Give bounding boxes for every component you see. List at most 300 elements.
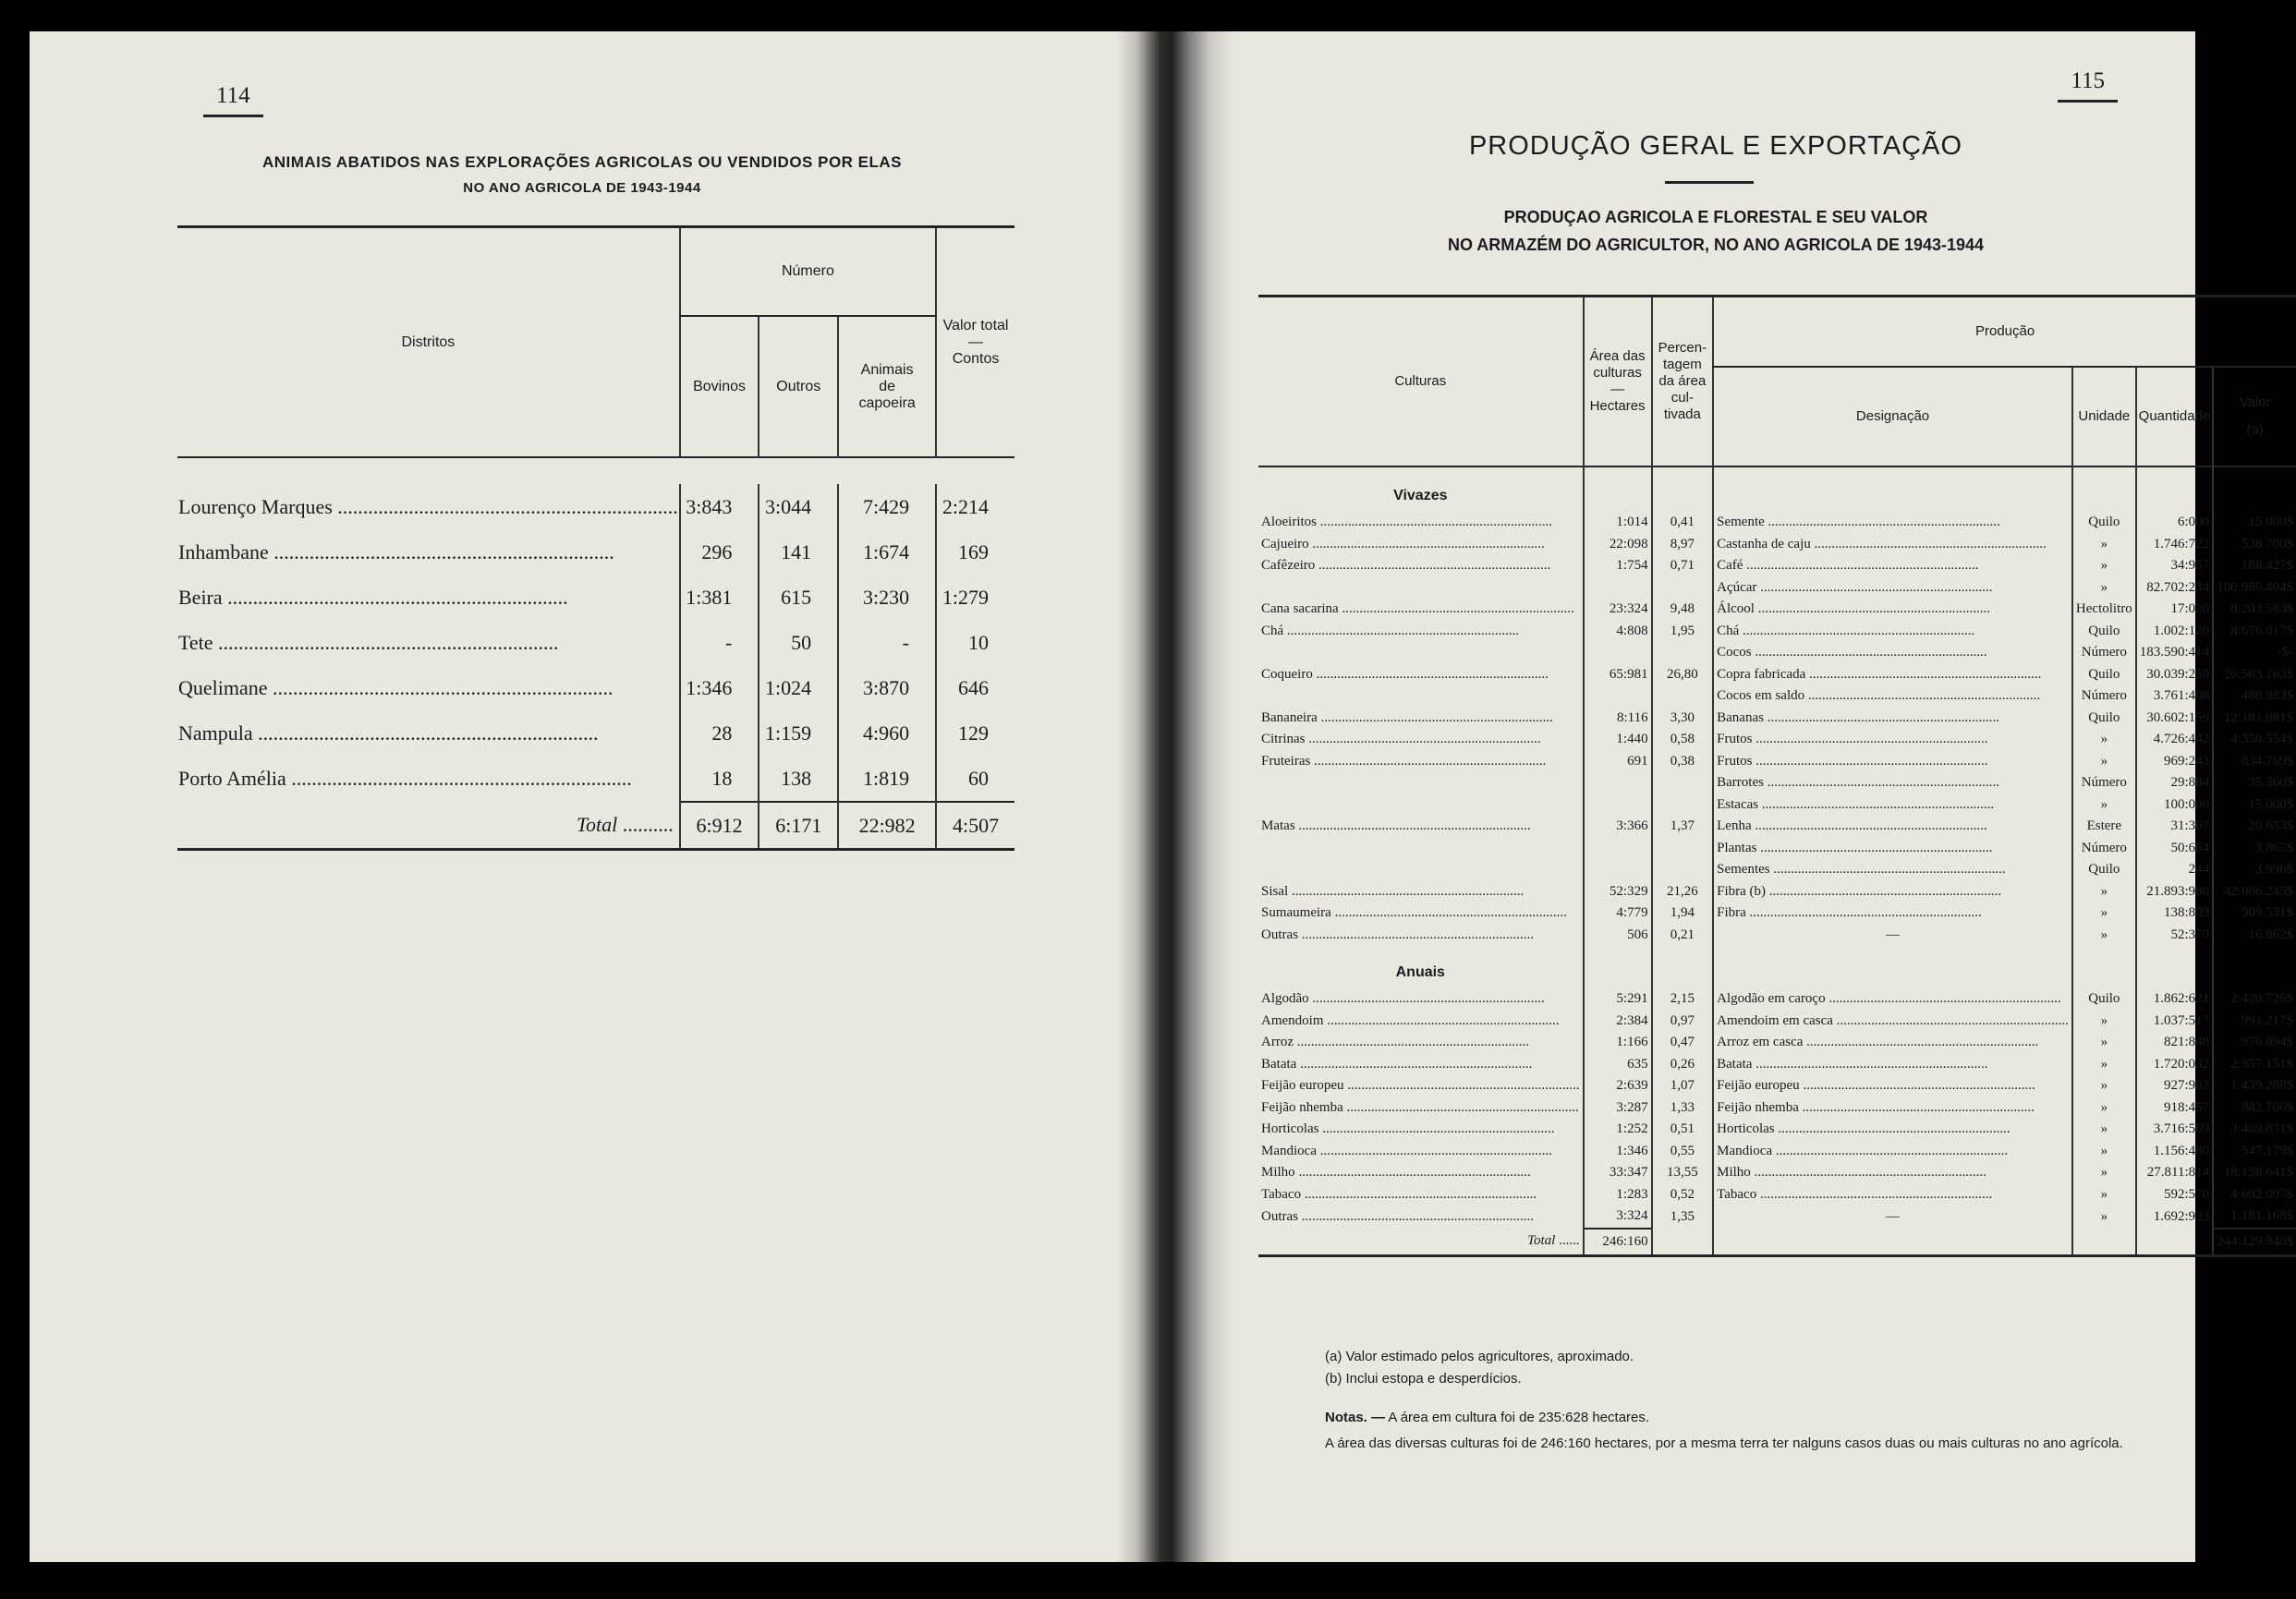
animals-total-row: Total .......... 6:912 6:171 22:982 4:507 (177, 802, 1014, 850)
cultura-cell: Matas (1261, 818, 1295, 834)
perc-cell: 0,55 (1652, 1141, 1714, 1163)
left-page-number: 114 (203, 83, 263, 117)
right-subtitle-line1: PRODUÇAO AGRICOLA E FLORESTAL E SEU VALOR (1503, 208, 1928, 226)
unidade-cell: Quilo (2072, 708, 2136, 730)
header-contos: Contos (952, 350, 1000, 367)
quantidade-cell: 3.716:569 (2136, 1119, 2213, 1141)
perc-cell (1652, 685, 1714, 708)
cultura-cell: Cajueiro (1261, 536, 1309, 551)
district-name: Beira (178, 585, 223, 609)
valor-cell: 646 (936, 665, 1014, 710)
area-cell: 23:324 (1584, 599, 1652, 621)
designacao-cell: Café (1717, 558, 1743, 574)
area-cell: 2:384 (1584, 1011, 1652, 1033)
area-cell: 3:287 (1584, 1097, 1652, 1120)
capoeira-cell: 1:674 (838, 529, 936, 575)
cultura-cell (1258, 577, 1584, 600)
designacao-cell: Mandioca (1717, 1143, 1773, 1158)
unidade-cell: » (2072, 577, 2136, 600)
unidade-cell: » (2072, 751, 2136, 773)
unidade-cell: Número (2072, 772, 2136, 794)
header-unidade: Unidade (2072, 367, 2136, 466)
animals-table (177, 225, 1014, 851)
valor-cell: 35.360$ (2213, 772, 2296, 794)
designacao-cell: Batata (1717, 1056, 1753, 1072)
valor-cell: 2:214 (936, 484, 1014, 529)
district-name: Quelimane (178, 675, 268, 699)
designacao-cell: Castanha de caju (1717, 536, 1811, 551)
designacao-cell: Semente (1717, 515, 1765, 530)
production-row (1258, 685, 2296, 708)
cultura-cell: Cafêzeiro (1261, 558, 1316, 574)
valor-cell: 1:279 (936, 575, 1014, 620)
outros-cell: 3:044 (759, 484, 838, 529)
perc-cell (1652, 772, 1714, 794)
cultura-cell: Batata (1261, 1056, 1297, 1072)
quantidade-cell: 927:902 (2136, 1075, 2213, 1097)
capoeira-cell: 3:870 (838, 665, 936, 710)
valor-cell: 10 (936, 620, 1014, 665)
designacao-cell: Milho (1717, 1165, 1751, 1181)
left-page (148, 31, 1026, 1562)
cultura-cell: Algodão (1261, 991, 1309, 1007)
unidade-cell: » (2072, 1075, 2136, 1097)
designacao-cell: Horticolas (1717, 1121, 1775, 1137)
capoeira-cell: 1:819 (838, 756, 936, 802)
unidade-cell: » (2072, 1097, 2136, 1120)
area-cell (1584, 794, 1652, 817)
perc-cell: 1,07 (1652, 1075, 1714, 1097)
valor-cell: 8:203.583$ (2213, 599, 2296, 621)
unidade-cell: Quilo (2072, 512, 2136, 534)
right-main-title: PRODUÇÃO GERAL E EXPORTAÇÃO (1468, 131, 1963, 161)
header-valor-total (936, 227, 1014, 458)
quantidade-cell: 3.761:408 (2136, 685, 2213, 708)
total-bovinos: 6:912 (680, 802, 759, 850)
bovinos-cell: - (680, 620, 759, 665)
cultura-cell: Horticolas (1261, 1121, 1319, 1137)
quantidade-cell: 969:243 (2136, 751, 2213, 773)
valor-cell: 20.633$ (2213, 816, 2296, 838)
header-percentagem: Percen-tagem da área cul-tivada (1652, 297, 1714, 467)
area-cell: 691 (1584, 751, 1652, 773)
valor-cell: 188.427$ (2213, 555, 2296, 577)
section-anuais: Anuais (1395, 964, 1445, 980)
area-cell: 3:324 (1584, 1205, 1652, 1229)
cultura-cell (1258, 772, 1584, 794)
production-row (1258, 881, 2296, 903)
area-cell: 1:346 (1584, 1141, 1652, 1163)
area-cell: 1:252 (1584, 1119, 1652, 1141)
perc-cell (1652, 794, 1714, 817)
capoeira-cell: - (838, 620, 936, 665)
unidade-cell: Número (2072, 838, 2136, 860)
production-row (1258, 642, 2296, 664)
quantidade-cell: 100:000 (2136, 794, 2213, 817)
quantidade-cell: 27.811:814 (2136, 1162, 2213, 1184)
quantidade-cell: 1.037:517 (2136, 1011, 2213, 1033)
district-name: Lourenço Marques (178, 494, 333, 518)
production-row (1258, 838, 2296, 860)
unidade-cell: » (2072, 1054, 2136, 1076)
cultura-cell: Sisal (1261, 883, 1289, 899)
cultura-cell (1258, 642, 1584, 664)
cultura-cell: Chá (1261, 623, 1284, 638)
district-name: Inhambane (178, 539, 269, 563)
capoeira-cell: 7:429 (838, 484, 936, 529)
designacao-cell: Feijão nhemba (1717, 1099, 1799, 1115)
production-row (1258, 1011, 2296, 1033)
prod-total-label: Total (1527, 1233, 1556, 1248)
valor-cell: 3.867$ (2213, 838, 2296, 860)
right-subtitle-line2: NO ARMAZÉM DO AGRICULTOR, NO ANO AGRICOLA DE 1943-1944 (1447, 236, 1985, 254)
valor-cell: 15.000$ (2213, 512, 2296, 534)
designacao-cell: Copra fabricada (1717, 666, 1806, 682)
notas-text2: A área das diversas culturas foi de 246:160 hectares, por a mesma terra ter nalguns casos duas ou mais culturas no ano agrícola. (1325, 1435, 2123, 1451)
area-cell (1584, 577, 1652, 600)
outros-cell: 1:024 (759, 665, 838, 710)
perc-cell: 0,47 (1652, 1032, 1714, 1054)
quantidade-cell: 30.039:259 (2136, 664, 2213, 686)
animals-table-body (177, 457, 1014, 802)
unidade-cell: » (2072, 1205, 2136, 1229)
cultura-cell: Amendoim (1261, 1012, 1324, 1028)
quantidade-cell: 4.726:442 (2136, 729, 2213, 751)
perc-cell: 1,37 (1652, 816, 1714, 838)
area-cell: 1:754 (1584, 555, 1652, 577)
valor-cell: 26:563.163$ (2213, 664, 2296, 686)
right-subtitle (1258, 203, 2173, 259)
valor-cell: 2:420.726$ (2213, 988, 2296, 1011)
animals-table-row (177, 710, 1014, 756)
perc-cell: 9,48 (1652, 599, 1714, 621)
area-cell: 2:639 (1584, 1075, 1652, 1097)
cultura-cell (1258, 838, 1584, 860)
valor-cell: 834.769$ (2213, 751, 2296, 773)
header-valor-total-label: Valor total (942, 317, 1009, 333)
quantidade-cell: 138:809 (2136, 902, 2213, 925)
unidade-cell: » (2072, 1032, 2136, 1054)
area-cell (1584, 838, 1652, 860)
area-cell: 1:440 (1584, 729, 1652, 751)
unidade-cell: » (2072, 729, 2136, 751)
header-area: Área das culturas — Hectares (1584, 297, 1652, 467)
outros-cell: 1:159 (759, 710, 838, 756)
perc-cell: 2,15 (1652, 988, 1714, 1011)
total-capoeira: 22:982 (838, 802, 936, 850)
valor-cell: 976.894$ (2213, 1032, 2296, 1054)
valor-cell: 3.996$ (2213, 859, 2296, 881)
valor-cell: 882.706$ (2213, 1097, 2296, 1120)
cultura-cell: Outras (1261, 927, 1298, 942)
quantidade-cell: 6:000 (2136, 512, 2213, 534)
perc-cell: 8,97 (1652, 534, 1714, 556)
production-row (1258, 1162, 2296, 1184)
quantidade-cell: 17:020 (2136, 599, 2213, 621)
quantidade-cell: 31:367 (2136, 816, 2213, 838)
quantidade-cell: 1.002:120 (2136, 621, 2213, 643)
production-row (1258, 555, 2296, 577)
header-valor-dash: — (968, 333, 984, 350)
perc-cell: 0,52 (1652, 1184, 1714, 1206)
perc-cell (1652, 642, 1714, 664)
header-valor (2213, 367, 2296, 466)
area-cell: 506 (1584, 925, 1652, 947)
perc-cell (1652, 577, 1714, 600)
unidade-cell: » (2072, 1141, 2136, 1163)
perc-cell: 0,71 (1652, 555, 1714, 577)
bovinos-cell: 28 (680, 710, 759, 756)
perc-cell: 3,30 (1652, 708, 1714, 730)
production-row (1258, 988, 2296, 1011)
perc-cell: 1,94 (1652, 902, 1714, 925)
perc-cell: 1,35 (1652, 1205, 1714, 1229)
area-cell: 65:981 (1584, 664, 1652, 686)
cultura-cell: Citrinas (1261, 732, 1306, 747)
valor-cell: 909.531$ (2213, 902, 2296, 925)
quantidade-cell: 592:570 (2136, 1184, 2213, 1206)
valor-cell: 1:439.288$ (2213, 1075, 2296, 1097)
animals-table-row (177, 620, 1014, 665)
designacao-cell: Fibra (b) (1717, 883, 1767, 899)
perc-cell: 26,80 (1652, 664, 1714, 686)
unidade-cell: Número (2072, 642, 2136, 664)
left-page-title (166, 150, 998, 201)
district-name: Nampula (178, 721, 253, 745)
capoeira-cell: 3:230 (838, 575, 936, 620)
valor-cell: 100:980.404$ (2213, 577, 2296, 600)
header-outros: Outros (759, 316, 838, 457)
header-animais-capoeira: Animais de capoeira (838, 316, 936, 457)
designacao-cell: Sementes (1717, 862, 1770, 878)
outros-cell: 615 (759, 575, 838, 620)
unidade-cell: Quilo (2072, 664, 2136, 686)
area-cell: 3:366 (1584, 816, 1652, 838)
designacao-cell: — (1713, 1205, 2072, 1229)
cultura-cell: Fruteiras (1261, 753, 1311, 769)
designacao-cell: Amendoim em casca (1717, 1012, 1833, 1028)
cultura-cell: Aloeiritos (1261, 515, 1317, 530)
cultura-cell: Tabaco (1261, 1186, 1302, 1202)
perc-cell (1652, 838, 1714, 860)
cultura-cell: Feijão nhemba (1261, 1099, 1343, 1115)
area-cell (1584, 859, 1652, 881)
valor-cell: 60 (936, 756, 1014, 802)
production-row (1258, 534, 2296, 556)
perc-cell: 0,38 (1652, 751, 1714, 773)
unidade-cell: Estere (2072, 816, 2136, 838)
total-valor: 4:507 (936, 802, 1014, 850)
header-quantidade: Quantidade (2136, 367, 2213, 466)
right-page (1258, 31, 2294, 1562)
animals-table-row (177, 575, 1014, 620)
production-row (1258, 708, 2296, 730)
designacao-cell: Frutos (1717, 732, 1753, 747)
header-designacao: Designação (1713, 367, 2072, 466)
production-row (1258, 902, 2296, 925)
designacao-cell: Bananas (1717, 709, 1764, 725)
perc-cell: 13,55 (1652, 1162, 1714, 1184)
designacao-cell: Arroz em casca (1717, 1035, 1804, 1050)
valor-cell: 15.000$ (2213, 794, 2296, 817)
valor-cell: 129 (936, 710, 1014, 756)
perc-cell: 0,26 (1652, 1054, 1714, 1076)
outros-cell: 141 (759, 529, 838, 575)
production-row (1258, 1141, 2296, 1163)
area-cell (1584, 772, 1652, 794)
designacao-cell: Fibra (1717, 905, 1746, 921)
perc-cell: 1,33 (1652, 1097, 1714, 1120)
perc-cell: 21,26 (1652, 881, 1714, 903)
area-cell: 4:808 (1584, 621, 1652, 643)
quantidade-cell: 30.602:159 (2136, 708, 2213, 730)
quantidade-cell: 21.893:980 (2136, 881, 2213, 903)
cultura-cell: Milho (1261, 1165, 1295, 1181)
designacao-cell: Algodão em caroço (1717, 991, 1826, 1007)
valor-cell: 4:692.097$ (2213, 1184, 2296, 1206)
designacao-cell: Álcool (1717, 601, 1755, 617)
quantidade-cell: 1.862:621 (2136, 988, 2213, 1011)
area-cell: 22:098 (1584, 534, 1652, 556)
designacao-cell: Frutos (1717, 753, 1753, 769)
valor-cell: 538.700$ (2213, 534, 2296, 556)
quantidade-cell: 82.702:234 (2136, 577, 2213, 600)
valor-cell: 488.983$ (2213, 685, 2296, 708)
production-row (1258, 729, 2296, 751)
quantidade-cell: 29:884 (2136, 772, 2213, 794)
notas-line1 (1292, 1404, 2179, 1432)
animals-table-row (177, 529, 1014, 575)
unidade-cell: Quilo (2072, 859, 2136, 881)
quantidade-cell: 50:664 (2136, 838, 2213, 860)
valor-cell: 42:086.245$ (2213, 881, 2296, 903)
production-table-body (1258, 466, 2296, 1229)
notas-text1: A área em cultura foi de 235:628 hectares. (1388, 1410, 1650, 1425)
valor-cell: 18:158.641$ (2213, 1162, 2296, 1184)
bovinos-cell: 296 (680, 529, 759, 575)
outros-cell: 50 (759, 620, 838, 665)
production-row (1258, 1184, 2296, 1206)
designacao-cell: Açúcar (1717, 579, 1757, 595)
production-row (1258, 1119, 2296, 1141)
quantidade-cell: 1.746:722 (2136, 534, 2213, 556)
header-valor-note: (a) (2246, 422, 2264, 438)
unidade-cell: » (2072, 881, 2136, 903)
cultura-cell: Arroz (1261, 1035, 1294, 1050)
production-row (1258, 599, 2296, 621)
perc-cell: 0,21 (1652, 925, 1714, 947)
cultura-cell: Feijão europeu (1261, 1078, 1344, 1094)
designacao-cell: — (1713, 925, 2072, 947)
quantidade-cell: 183.590:414 (2136, 642, 2213, 664)
unidade-cell: » (2072, 555, 2136, 577)
quantidade-cell: 34:957 (2136, 555, 2213, 577)
valor-cell: 2:957.151$ (2213, 1054, 2296, 1076)
area-cell: 1:283 (1584, 1184, 1652, 1206)
production-row (1258, 1054, 2296, 1076)
unidade-cell: Quilo (2072, 621, 2136, 643)
perc-cell: 1,95 (1652, 621, 1714, 643)
district-name: Tete (178, 630, 213, 654)
header-bovinos: Bovinos (680, 316, 759, 457)
production-row (1258, 664, 2296, 686)
valor-cell: 16.862$ (2213, 925, 2296, 947)
quantidade-cell: 1.156:480 (2136, 1141, 2213, 1163)
area-cell: 635 (1584, 1054, 1652, 1076)
header-valor-label: Valor (2239, 394, 2271, 410)
perc-cell: 0,51 (1652, 1119, 1714, 1141)
bovinos-cell: 3:843 (680, 484, 759, 529)
prod-total-valor: 244:129.946$ (2213, 1229, 2296, 1256)
quantidade-cell: 821:848 (2136, 1032, 2213, 1054)
production-row (1258, 772, 2296, 794)
notas-label: Notas. — (1325, 1410, 1386, 1425)
cultura-cell: Bananeira (1261, 709, 1318, 725)
cultura-cell: Cana sacarina (1261, 601, 1339, 617)
quantidade-cell: 1.720:032 (2136, 1054, 2213, 1076)
bovinos-cell: 1:346 (680, 665, 759, 710)
quantidade-cell: 52:370 (2136, 925, 2213, 947)
right-page-number: 115 (2058, 68, 2118, 103)
unidade-cell: Número (2072, 685, 2136, 708)
production-row (1258, 751, 2296, 773)
valor-cell: 3:469.831$ (2213, 1119, 2296, 1141)
perc-cell: 0,41 (1652, 512, 1714, 534)
production-row (1258, 1032, 2296, 1054)
bovinos-cell: 18 (680, 756, 759, 802)
district-name: Porto Amélia (178, 767, 286, 790)
unidade-cell: » (2072, 1119, 2136, 1141)
production-table (1258, 295, 2296, 1257)
section-vivazes: Vivazes (1393, 488, 1448, 503)
quantidade-cell: 244 (2136, 859, 2213, 881)
production-row (1258, 816, 2296, 838)
footnote-a: (a) Valor estimado pelos agricultores, aproximado. (1325, 1349, 1634, 1364)
left-title-line2: NO ANO AGRICOLA DE 1943-1944 (463, 180, 701, 196)
cultura-cell: Sumaumeira (1261, 905, 1331, 921)
total-outros: 6:171 (759, 802, 838, 850)
designacao-cell: Feijão europeu (1717, 1078, 1800, 1094)
unidade-cell: » (2072, 902, 2136, 925)
production-row (1258, 925, 2296, 947)
footnote-b: (b) Inclui estopa e desperdícios. (1325, 1371, 1522, 1387)
outros-cell: 138 (759, 756, 838, 802)
cultura-cell: Coqueiro (1261, 666, 1313, 682)
unidade-cell: » (2072, 794, 2136, 817)
valor-cell: 169 (936, 529, 1014, 575)
header-producao: Produção (1713, 297, 2296, 368)
designacao-cell: Estacas (1717, 796, 1759, 812)
production-row (1258, 621, 2296, 643)
designacao-cell: Lenha (1717, 818, 1752, 834)
perc-cell (1652, 859, 1714, 881)
cultura-cell (1258, 859, 1584, 881)
designacao-cell: Barrotes (1717, 775, 1764, 791)
quantidade-cell: 918:457 (2136, 1097, 2213, 1120)
total-label: Total (576, 813, 618, 836)
title-rule (1665, 181, 1754, 184)
animals-table-row (177, 484, 1014, 529)
valor-cell: 1:181.168$ (2213, 1205, 2296, 1229)
header-numero: Número (680, 227, 936, 317)
book-spread (30, 31, 2294, 1562)
unidade-cell: Quilo (2072, 988, 2136, 1011)
area-cell (1584, 642, 1652, 664)
production-row (1258, 1075, 2296, 1097)
cultura-cell (1258, 685, 1584, 708)
header-distritos: Distritos (401, 333, 456, 350)
area-cell: 1:166 (1584, 1032, 1652, 1054)
